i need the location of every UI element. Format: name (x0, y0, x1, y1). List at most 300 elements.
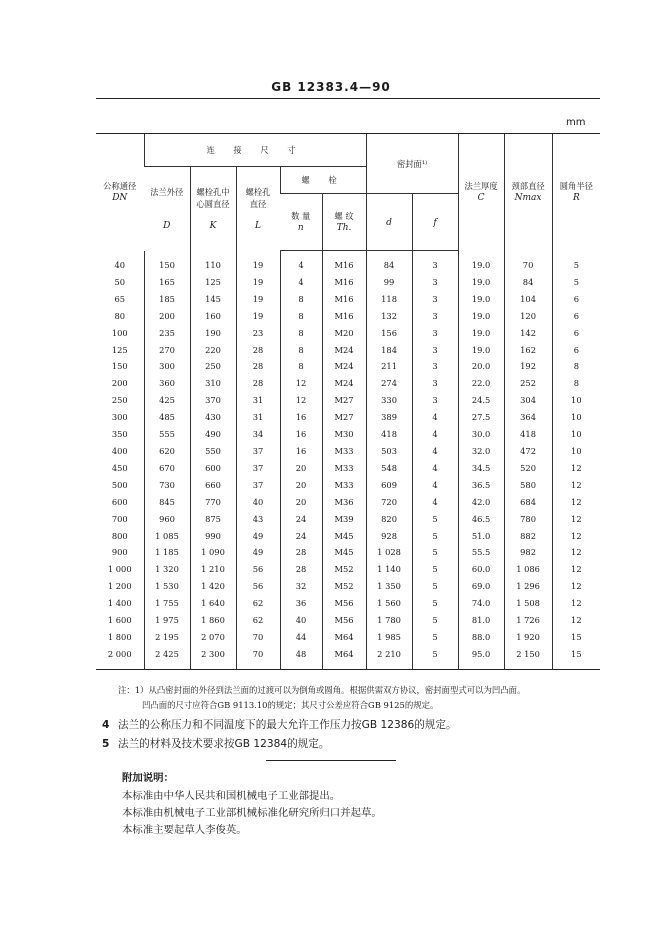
header-connection-label: 连 接 尺 寸 (206, 145, 304, 155)
table-cell: 1 350 (366, 578, 412, 595)
header-seal (366, 134, 458, 194)
appendix-line-3: 本标准主要起草人李俊英。 (122, 824, 247, 836)
table-row (96, 375, 600, 392)
table-cell: 3 (412, 358, 458, 375)
table-cell: 845 (144, 494, 190, 511)
table-cell: 95.0 (458, 646, 504, 669)
table-cell: 56 (236, 561, 280, 578)
table-cell: 882 (504, 528, 552, 545)
header-connection (144, 134, 366, 167)
header-bolt-circle-symbol: K (209, 220, 217, 231)
table-cell: 20.0 (458, 358, 504, 375)
table-cell: 44 (280, 629, 322, 646)
table-cell: 310 (190, 375, 236, 392)
table-cell: 5 (412, 561, 458, 578)
table-cell: 74.0 (458, 595, 504, 612)
table-cell: 2 425 (144, 646, 190, 669)
header-radius-symbol: R (572, 193, 580, 204)
appendix-rule (266, 760, 396, 761)
table-cell: 49 (236, 528, 280, 545)
table-cell: 19.0 (458, 291, 504, 308)
header-neck (504, 134, 552, 251)
appendix-line-1: 本标准由中华人民共和国机械电子工业部提出。 (122, 790, 341, 802)
table-row (96, 409, 600, 426)
table-cell: 6 (552, 342, 600, 359)
table-row (96, 595, 600, 612)
table-cell: M27 (322, 409, 366, 426)
table-cell: 12 (280, 392, 322, 409)
table-cell: 125 (190, 274, 236, 291)
table-cell: M33 (322, 477, 366, 494)
table-cell: 104 (504, 291, 552, 308)
table-cell: 19 (236, 308, 280, 325)
table-cell: 36 (280, 595, 322, 612)
header-seal-height-symbol: f (433, 217, 437, 228)
table-cell: 12 (552, 477, 600, 494)
table-cell: 192 (504, 358, 552, 375)
table-cell: 4 (412, 460, 458, 477)
table-cell: 1 860 (190, 612, 236, 629)
table-cell: 28 (236, 358, 280, 375)
table-cell: 5 (412, 629, 458, 646)
table-row (96, 511, 600, 528)
header-seal-height (412, 194, 458, 251)
table-cell: 1 560 (366, 595, 412, 612)
table-cell: 12 (552, 460, 600, 477)
table-row (96, 426, 600, 443)
table-cell: 3 (412, 375, 458, 392)
table-cell: 50 (114, 276, 126, 287)
table-cell: 990 (190, 528, 236, 545)
table-row (96, 494, 600, 511)
table-cell: 190 (190, 325, 236, 342)
table-cell: 270 (144, 342, 190, 359)
table-row (96, 274, 600, 291)
table-cell: 660 (190, 477, 236, 494)
table-cell: 1 640 (190, 595, 236, 612)
table-row (96, 460, 600, 477)
table-cell: 19.0 (458, 342, 504, 359)
table-cell: M45 (322, 528, 366, 545)
header-radius (552, 134, 600, 251)
header-bolt (280, 167, 366, 194)
standard-code: GB 12383.4—90 (271, 80, 391, 94)
table-cell: 28 (280, 544, 322, 561)
header-quantity-label: 数 量 (291, 211, 311, 221)
table-cell: 400 (111, 445, 128, 456)
table-cell: 1 210 (190, 561, 236, 578)
table-cell: 5 (412, 612, 458, 629)
header-neck-label: 颈部直径 (511, 181, 545, 192)
table-cell: 900 (111, 547, 128, 558)
table-cell: 500 (111, 479, 128, 490)
header-thickness-label: 法兰厚度 (464, 181, 498, 192)
table-cell: 5 (412, 511, 458, 528)
header-quantity-symbol: n (297, 223, 304, 233)
table-cell: 1 140 (366, 561, 412, 578)
table-cell: 28 (280, 561, 322, 578)
table-cell: 160 (190, 308, 236, 325)
table-cell: 800 (111, 530, 128, 541)
table-footnote-2: 凹凸面的尺寸应符合GB 9113.10的规定；其尺寸公差应符合GB 9125的规定。 (142, 700, 439, 710)
table-cell: 12 (280, 375, 322, 392)
table-cell: 65 (114, 293, 126, 304)
table-cell: 49 (236, 544, 280, 561)
table-row (96, 308, 600, 325)
table-cell: 8 (280, 325, 322, 342)
header-rule (96, 98, 600, 99)
table-cell: 1 975 (144, 612, 190, 629)
header-outer-diameter-label: 法兰外径 (150, 186, 184, 197)
clause-5 (102, 736, 329, 751)
table-cell: M56 (322, 595, 366, 612)
table-cell: 8 (552, 375, 600, 392)
table-cell: 37 (236, 443, 280, 460)
table-cell: 252 (504, 375, 552, 392)
table-cell: 36.5 (458, 477, 504, 494)
table-cell: 56 (236, 578, 280, 595)
table-cell: 430 (190, 409, 236, 426)
table-cell: 2 150 (504, 646, 552, 669)
header-seal-label: 密封面¹⁾ (396, 158, 428, 169)
table-cell: 2 070 (190, 629, 236, 646)
table-cell: 10 (552, 409, 600, 426)
table-row (96, 251, 600, 274)
table-cell: 48 (280, 646, 322, 669)
table-cell: 5 (412, 528, 458, 545)
table-cell: 24.5 (458, 392, 504, 409)
table-cell: 70 (236, 646, 280, 669)
table-cell: 19 (236, 291, 280, 308)
table-cell: 450 (111, 462, 128, 473)
clause-5-number: 5 (102, 738, 110, 750)
header-outer-diameter-symbol: D (163, 220, 171, 231)
table-cell: 1 090 (190, 544, 236, 561)
table-cell: 982 (504, 544, 552, 561)
table-cell: 684 (504, 494, 552, 511)
table-cell: 2 300 (190, 646, 236, 669)
table-cell: 4 (412, 443, 458, 460)
table-cell: 780 (504, 511, 552, 528)
table-cell: 820 (366, 511, 412, 528)
clause-5-text: 法兰的材料及技术要求按GB 12384的规定。 (118, 738, 330, 750)
table-cell: 24 (280, 511, 322, 528)
table-row (96, 646, 600, 669)
table-cell: 250 (190, 358, 236, 375)
table-cell: 8 (280, 342, 322, 359)
table-footnote-1: 注：1）从凸密封面的外径到法兰面的过渡可以为倒角或圆角。根据供需双方协议，密封面型式可以为凹凸面。 (118, 685, 526, 695)
table-cell: 3 (412, 291, 458, 308)
table-cell: 4 (280, 274, 322, 291)
table-cell: 960 (144, 511, 190, 528)
table-cell: 12 (552, 544, 600, 561)
table-cell: 145 (190, 291, 236, 308)
table-cell: M33 (322, 443, 366, 460)
table-cell: M16 (322, 274, 366, 291)
table-cell: 700 (111, 513, 128, 524)
table-cell: 1 085 (144, 528, 190, 545)
table-cell: 370 (190, 392, 236, 409)
header-bolt-hole-label-2: 直径 (249, 198, 267, 209)
table-cell: 16 (280, 426, 322, 443)
table-cell: 132 (366, 308, 412, 325)
table-cell: M45 (322, 544, 366, 561)
table-cell: 1 530 (144, 578, 190, 595)
header-dn-label: 公称通径 (103, 181, 137, 192)
table-cell: 1 600 (107, 615, 132, 626)
table-cell: 2 210 (366, 646, 412, 669)
table-row (96, 544, 600, 561)
table-cell: 1 000 (107, 564, 132, 575)
table-cell: M24 (322, 375, 366, 392)
table-cell: 43 (236, 511, 280, 528)
table-cell: 28 (236, 342, 280, 359)
table-cell: 185 (144, 291, 190, 308)
table-row (96, 477, 600, 494)
table-cell: 12 (552, 511, 600, 528)
table-cell: 37 (236, 460, 280, 477)
table-cell: 12 (552, 612, 600, 629)
table-cell: 5 (412, 544, 458, 561)
table-cell: 490 (190, 426, 236, 443)
table-row (96, 578, 600, 595)
table-cell: 19.0 (458, 251, 504, 274)
header-bolt-circle-label-1: 螺栓孔中 (196, 186, 230, 197)
table-cell: 6 (552, 308, 600, 325)
clause-4-number: 4 (102, 719, 110, 731)
table-cell: 40 (280, 612, 322, 629)
table-cell: 20 (280, 460, 322, 477)
table-cell: 110 (190, 251, 236, 274)
table-cell: 5 (412, 646, 458, 669)
table-cell: 15 (552, 629, 600, 646)
table-cell: 27.5 (458, 409, 504, 426)
table-cell: 3 (412, 325, 458, 342)
header-radius-label: 圆角半径 (559, 181, 593, 192)
table-cell: 70 (504, 251, 552, 274)
header-thickness (458, 134, 504, 251)
header-thickness-symbol: C (477, 193, 485, 204)
table-cell: 28 (236, 375, 280, 392)
table-cell: M20 (322, 325, 366, 342)
table-cell: 1 086 (504, 561, 552, 578)
header-quantity (280, 194, 322, 251)
table-cell: M52 (322, 578, 366, 595)
clause-4 (102, 717, 457, 732)
table-cell: 12 (552, 595, 600, 612)
table-cell: 80 (114, 310, 126, 321)
table-cell: 2 195 (144, 629, 190, 646)
table-cell: 40 (236, 494, 280, 511)
table-cell: 1 920 (504, 629, 552, 646)
table-cell: 503 (366, 443, 412, 460)
table-cell: 88.0 (458, 629, 504, 646)
table-cell: 600 (111, 496, 128, 507)
header-neck-symbol: Nmax (514, 193, 542, 204)
table-cell: 69.0 (458, 578, 504, 595)
table-cell: 8 (280, 291, 322, 308)
table-cell: M33 (322, 460, 366, 477)
table-cell: 4 (280, 251, 322, 274)
table-cell: 20 (280, 494, 322, 511)
table-cell: 609 (366, 477, 412, 494)
header-dn (96, 134, 144, 251)
table-cell: 40 (114, 259, 126, 270)
table-cell: 1 726 (504, 612, 552, 629)
table-cell: 10 (552, 392, 600, 409)
table-cell: M39 (322, 511, 366, 528)
table-cell: 6 (552, 291, 600, 308)
table-cell: 250 (111, 395, 128, 406)
table-cell: 1 800 (107, 631, 132, 642)
table-cell: 156 (366, 325, 412, 342)
table-cell: 304 (504, 392, 552, 409)
table-cell: 19.0 (458, 325, 504, 342)
table-cell: 211 (366, 358, 412, 375)
table-cell: 1 400 (107, 598, 132, 609)
table-cell: M16 (322, 291, 366, 308)
unit-label: mm (566, 117, 586, 128)
header-bolt-hole-label-1: 螺栓孔 (245, 186, 271, 197)
table-cell: 5 (552, 274, 600, 291)
table-cell: 162 (504, 342, 552, 359)
table-cell: 425 (144, 392, 190, 409)
table-cell: 24 (280, 528, 322, 545)
table-cell: 150 (144, 251, 190, 274)
table-cell: M16 (322, 251, 366, 274)
table-cell: M64 (322, 629, 366, 646)
table-cell: 875 (190, 511, 236, 528)
header-outer-diameter (144, 167, 190, 251)
table-row (96, 392, 600, 409)
table-cell: 120 (504, 308, 552, 325)
table-cell: 670 (144, 460, 190, 477)
table-cell: 5 (412, 595, 458, 612)
table-cell: 125 (111, 344, 128, 355)
table-cell: 23 (236, 325, 280, 342)
table-cell: 12 (552, 561, 600, 578)
table-cell: 34 (236, 426, 280, 443)
table-cell: M30 (322, 426, 366, 443)
table-cell: 235 (144, 325, 190, 342)
table-cell: 62 (236, 612, 280, 629)
table-cell: 70 (236, 629, 280, 646)
table-cell: 2 000 (96, 646, 144, 669)
table-cell: 37 (236, 477, 280, 494)
table-cell: 220 (190, 342, 236, 359)
table-cell: 1 320 (144, 561, 190, 578)
appendix-line-2: 本标准由机械电子工业部机械标准化研究所归口并起草。 (122, 807, 382, 819)
table-row (96, 528, 600, 545)
table-cell: 274 (366, 375, 412, 392)
header-seal-diameter-symbol: d (386, 217, 392, 228)
table-cell: 30.0 (458, 426, 504, 443)
table-cell: 19 (236, 251, 280, 274)
table-cell: 62 (236, 595, 280, 612)
table-cell: 100 (111, 327, 128, 338)
table-cell: 84 (504, 274, 552, 291)
table-cell: 620 (144, 443, 190, 460)
table-cell: 12 (552, 494, 600, 511)
table-cell: 350 (111, 429, 128, 440)
table-cell: 16 (280, 443, 322, 460)
header-seal-diameter (366, 194, 412, 251)
table-row (96, 561, 600, 578)
header-bolt-label: 螺 栓 (301, 175, 345, 185)
table-cell: 389 (366, 409, 412, 426)
table-cell: 3 (412, 308, 458, 325)
table-cell: 142 (504, 325, 552, 342)
table-cell: 555 (144, 426, 190, 443)
table-cell: 300 (144, 358, 190, 375)
table-cell: 1 200 (107, 581, 132, 592)
table-cell: 184 (366, 342, 412, 359)
table-cell: 1 296 (504, 578, 552, 595)
table-cell: 46.5 (458, 511, 504, 528)
table-cell: 600 (190, 460, 236, 477)
table-cell: 200 (111, 378, 128, 389)
table-cell: 3 (412, 392, 458, 409)
header-bolt-circle (190, 167, 236, 251)
table-cell: 81.0 (458, 612, 504, 629)
table-cell: M56 (322, 612, 366, 629)
table-cell: 4 (412, 477, 458, 494)
table-row (96, 325, 600, 342)
table-cell: 19 (236, 274, 280, 291)
table-cell: 12 (552, 528, 600, 545)
table-cell: 51.0 (458, 528, 504, 545)
table-cell: 1 755 (144, 595, 190, 612)
table-cell: 200 (144, 308, 190, 325)
table-cell: 118 (366, 291, 412, 308)
table-cell: 55.5 (458, 544, 504, 561)
table-cell: 770 (190, 494, 236, 511)
table-cell: 1 420 (190, 578, 236, 595)
table-cell: 19.0 (458, 274, 504, 291)
table-cell: 472 (504, 443, 552, 460)
table-row (96, 612, 600, 629)
table-cell: 19.0 (458, 308, 504, 325)
table-cell: M52 (322, 561, 366, 578)
table-cell: 1 985 (366, 629, 412, 646)
table-cell: 10 (552, 443, 600, 460)
table-cell: 720 (366, 494, 412, 511)
table-cell: 84 (366, 251, 412, 274)
table-row (96, 358, 600, 375)
table-cell: 548 (366, 460, 412, 477)
table-cell: 928 (366, 528, 412, 545)
table-row (96, 291, 600, 308)
table-cell: 20 (280, 477, 322, 494)
table-cell: 5 (552, 251, 600, 274)
table-cell: 550 (190, 443, 236, 460)
table-cell: 16 (280, 409, 322, 426)
header-thread-label: 螺 纹 (334, 211, 354, 221)
table-cell: 12 (552, 578, 600, 595)
table-cell: 42.0 (458, 494, 504, 511)
table-cell: 330 (366, 392, 412, 409)
table-cell: 730 (144, 477, 190, 494)
table-cell: 520 (504, 460, 552, 477)
header-bolt-hole (236, 167, 280, 251)
table-row (96, 443, 600, 460)
header-thread (322, 194, 366, 251)
table-cell: 3 (412, 274, 458, 291)
table-cell: 4 (412, 409, 458, 426)
table-cell: 360 (144, 375, 190, 392)
appendix-title: 附加说明： (122, 772, 174, 784)
table-cell: 31 (236, 409, 280, 426)
